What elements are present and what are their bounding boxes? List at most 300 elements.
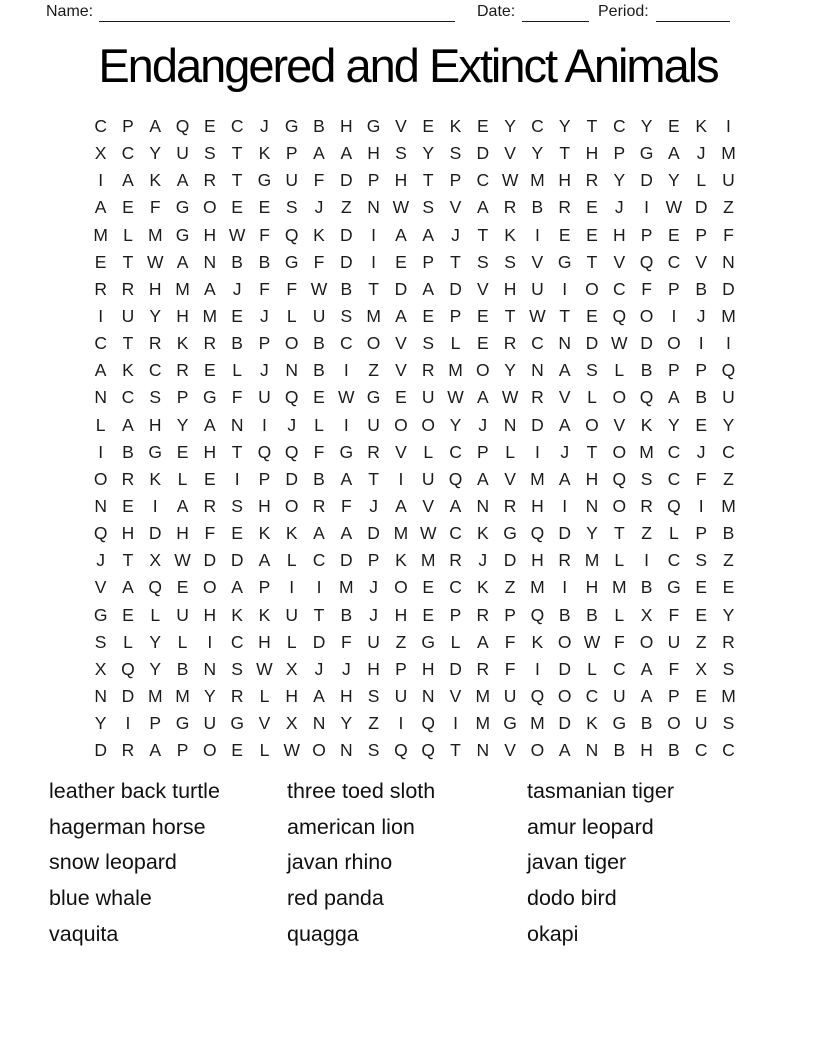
grid-letter: L: [177, 468, 188, 489]
grid-letter: Y: [149, 143, 162, 164]
grid-letter: B: [231, 333, 243, 354]
grid-letter: C: [667, 251, 681, 272]
grid-letter: R: [476, 604, 490, 625]
grid-letter: C: [121, 143, 135, 164]
grid-letter: I: [398, 468, 404, 489]
grid-letter: A: [313, 686, 325, 707]
grid-letter: F: [149, 197, 161, 218]
grid-letter: P: [395, 658, 407, 679]
grid-letter: D: [503, 550, 517, 571]
grid-letter: N: [94, 496, 107, 517]
grid-letter: X: [94, 143, 107, 164]
grid-letter: B: [231, 251, 243, 272]
grid-letter: M: [420, 550, 436, 571]
grid-letter: C: [476, 170, 490, 191]
grid-letter: Y: [203, 686, 216, 707]
grid-letter: I: [261, 414, 267, 435]
grid-letter: T: [313, 604, 325, 625]
grid-letter: G: [503, 523, 517, 544]
grid-letter: M: [448, 360, 463, 381]
grid-letter: R: [312, 496, 326, 517]
grid-letter: P: [449, 604, 462, 625]
grid-letter: V: [613, 251, 626, 272]
grid-letter: F: [313, 170, 325, 191]
grid-letter: F: [641, 278, 652, 299]
grid-letter: F: [668, 658, 680, 679]
grid-letter: G: [667, 577, 681, 598]
grid-letter: J: [314, 197, 324, 218]
grid-letter: G: [203, 387, 217, 408]
grid-letter: E: [176, 577, 189, 598]
grid-letter: I: [371, 224, 377, 245]
grid-letter: M: [530, 170, 545, 191]
grid-letter: S: [422, 333, 435, 354]
word-item: leather back turtle: [49, 779, 220, 803]
grid-letter: L: [286, 631, 297, 652]
grid-letter: B: [313, 360, 325, 381]
grid-letter: M: [530, 468, 545, 489]
grid-letter: G: [175, 197, 190, 218]
grid-letter: C: [667, 468, 681, 489]
grid-letter: D: [394, 278, 408, 299]
grid-letter: A: [340, 143, 353, 164]
grid-letter: J: [369, 577, 378, 598]
grid-letter: Y: [613, 170, 626, 191]
grid-letter: K: [395, 550, 407, 571]
grid-letter: F: [231, 387, 243, 408]
grid-letter: F: [668, 604, 680, 625]
grid-letter: V: [395, 441, 407, 462]
grid-letter: M: [339, 577, 354, 598]
grid-letter: U: [667, 631, 681, 652]
grid-letter: N: [340, 740, 353, 761]
grid-letter: R: [558, 197, 572, 218]
grid-letter: D: [121, 686, 135, 707]
grid-letter: L: [314, 414, 324, 435]
grid-letter: C: [612, 116, 626, 137]
grid-letter: J: [260, 116, 269, 137]
grid-letter: D: [449, 658, 462, 679]
grid-letter: J: [696, 306, 706, 327]
grid-letter: A: [340, 523, 353, 544]
grid-letter: O: [366, 333, 381, 354]
grid-letter: N: [558, 333, 572, 354]
grid-letter: R: [367, 441, 380, 462]
grid-letter: G: [93, 604, 108, 625]
grid-letter: H: [176, 523, 189, 544]
grid-letter: R: [121, 740, 135, 761]
grid-letter: M: [202, 306, 218, 327]
grid-letter: C: [612, 278, 626, 299]
grid-letter: T: [368, 278, 379, 299]
grid-letter: Q: [421, 740, 436, 761]
grid-letter: H: [285, 686, 299, 707]
grid-letter: O: [557, 631, 572, 652]
grid-letter: N: [285, 360, 299, 381]
grid-letter: W: [447, 387, 464, 408]
grid-letter: W: [501, 170, 519, 191]
grid-letter: O: [530, 740, 545, 761]
grid-letter: E: [395, 387, 407, 408]
grid-letter: D: [531, 414, 544, 435]
grid-letter: Z: [368, 713, 379, 734]
grid-letter: E: [722, 577, 735, 598]
grid-letter: Q: [284, 441, 299, 462]
grid-letter: S: [94, 631, 107, 652]
grid-letter: B: [722, 523, 735, 544]
grid-letter: G: [503, 713, 517, 734]
grid-letter: E: [258, 197, 271, 218]
grid-letter: D: [449, 278, 462, 299]
grid-letter: J: [260, 360, 269, 381]
grid-letter: U: [176, 604, 189, 625]
grid-letter: Q: [284, 387, 299, 408]
grid-letter: Y: [558, 116, 571, 137]
word-item: javan rhino: [287, 850, 393, 875]
grid-letter: Q: [448, 468, 463, 489]
grid-letter: S: [586, 360, 598, 381]
grid-letter: O: [557, 686, 572, 707]
grid-letter: R: [531, 387, 544, 408]
grid-letter: T: [122, 550, 134, 571]
grid-letter: I: [562, 496, 568, 517]
grid-letter: U: [421, 468, 435, 489]
grid-letter: J: [96, 550, 106, 571]
grid-letter: O: [667, 713, 681, 734]
grid-letter: C: [531, 333, 544, 354]
grid-letter: Q: [530, 604, 545, 625]
grid-letter: E: [476, 333, 489, 354]
grid-letter: A: [94, 197, 107, 218]
grid-letter: I: [316, 577, 322, 598]
grid-letter: O: [284, 333, 299, 354]
grid-letter: Z: [695, 631, 707, 652]
grid-letter: K: [476, 523, 489, 544]
grid-letter: O: [203, 740, 217, 761]
grid-letter: M: [530, 577, 545, 598]
grid-letter: O: [639, 631, 654, 652]
word-item: vaquita: [49, 921, 119, 946]
grid-letter: Y: [149, 658, 162, 679]
grid-letter: M: [721, 306, 736, 327]
grid-letter: D: [640, 333, 653, 354]
grid-letter: Y: [149, 631, 162, 652]
grid-letter: K: [504, 224, 516, 245]
grid-letter: A: [422, 224, 435, 245]
grid-letter: N: [476, 496, 490, 517]
grid-letter: U: [176, 143, 189, 164]
grid-letter: S: [722, 713, 735, 734]
grid-letter: Q: [421, 713, 436, 734]
name-blank-line: [99, 0, 455, 22]
grid-letter: L: [614, 360, 625, 381]
grid-letter: P: [176, 740, 189, 761]
grid-letter: D: [230, 550, 244, 571]
grid-letter: W: [174, 550, 191, 571]
grid-letter: V: [258, 713, 271, 734]
grid-letter: T: [231, 441, 243, 462]
grid-letter: A: [313, 523, 325, 544]
grid-letter: D: [340, 224, 353, 245]
word-item: red panda: [287, 886, 384, 911]
grid-letter: E: [395, 251, 407, 272]
grid-letter: Z: [340, 197, 352, 218]
grid-letter: F: [613, 631, 625, 652]
grid-letter: E: [94, 251, 107, 272]
grid-letter: Z: [395, 631, 407, 652]
grid-letter: U: [121, 306, 135, 327]
grid-letter: C: [612, 658, 626, 679]
grid-letter: X: [285, 713, 298, 734]
grid-letter: P: [449, 170, 462, 191]
word-item: three toed sloth: [287, 779, 436, 803]
grid-letter: O: [585, 414, 599, 435]
grid-letter: L: [614, 604, 625, 625]
grid-letter: F: [504, 631, 516, 652]
grid-letter: L: [95, 414, 106, 435]
grid-letter: K: [640, 414, 653, 435]
grid-letter: H: [203, 441, 217, 462]
grid-letter: M: [612, 577, 627, 598]
grid-letter: O: [394, 414, 408, 435]
grid-letter: H: [148, 278, 162, 299]
grid-letter: O: [203, 577, 217, 598]
word-list-column: [287, 774, 435, 952]
grid-letter: C: [94, 333, 107, 354]
grid-letter: G: [639, 143, 654, 164]
grid-letter: T: [422, 170, 434, 191]
grid-letter: U: [285, 170, 299, 191]
grid-letter: X: [94, 658, 107, 679]
grid-letter: P: [449, 306, 462, 327]
grid-letter: L: [259, 740, 270, 761]
grid-letter: K: [149, 468, 162, 489]
grid-letter: I: [698, 496, 704, 517]
grid-letter: J: [232, 278, 242, 299]
grid-letter: Z: [723, 550, 734, 571]
grid-letter: E: [176, 441, 189, 462]
grid-letter: R: [421, 360, 435, 381]
grid-letter: Y: [531, 143, 544, 164]
grid-letter: V: [94, 577, 107, 598]
grid-letter: C: [694, 740, 708, 761]
grid-letter: B: [640, 577, 653, 598]
grid-letter: X: [149, 550, 162, 571]
grid-letter: B: [258, 251, 271, 272]
grid-letter: H: [340, 686, 353, 707]
grid-letter: I: [534, 658, 540, 679]
grid-letter: K: [285, 523, 298, 544]
grid-letter: A: [149, 740, 162, 761]
grid-letter: W: [529, 306, 546, 327]
grid-letter: U: [531, 278, 544, 299]
grid-letter: P: [476, 441, 489, 462]
grid-letter: E: [422, 116, 435, 137]
grid-letter: E: [422, 306, 435, 327]
grid-letter: H: [340, 116, 353, 137]
period-blank-line: [656, 0, 730, 22]
grid-letter: M: [393, 523, 409, 544]
grid-letter: M: [584, 550, 600, 571]
grid-letter: A: [313, 143, 325, 164]
grid-letter: D: [94, 740, 107, 761]
grid-letter: G: [284, 116, 299, 137]
grid-letter: J: [369, 496, 378, 517]
grid-letter: L: [286, 306, 297, 327]
grid-letter: A: [122, 414, 134, 435]
grid-letter: I: [98, 170, 104, 191]
grid-letter: C: [585, 686, 599, 707]
grid-letter: Q: [284, 224, 299, 245]
grid-letter: E: [313, 387, 325, 408]
grid-letter: T: [122, 333, 134, 354]
grid-letter: B: [176, 658, 189, 679]
grid-letter: Q: [175, 116, 190, 137]
grid-letter: D: [312, 631, 326, 652]
grid-letter: P: [695, 523, 708, 544]
grid-letter: H: [421, 658, 435, 679]
grid-letter: L: [232, 360, 242, 381]
grid-letter: E: [422, 604, 435, 625]
grid-letter: R: [203, 170, 217, 191]
grid-letter: N: [367, 197, 380, 218]
grid-letter: E: [695, 604, 708, 625]
grid-letter: X: [695, 658, 708, 679]
grid-letter: S: [722, 658, 735, 679]
word-item: quagga: [287, 921, 359, 946]
grid-letter: F: [259, 278, 270, 299]
period-label: Period:: [598, 3, 649, 20]
grid-letter: E: [586, 197, 598, 218]
grid-letter: U: [722, 387, 735, 408]
grid-letter: P: [367, 550, 380, 571]
grid-letter: L: [696, 170, 707, 191]
grid-letter: G: [230, 713, 244, 734]
grid-letter: C: [722, 441, 735, 462]
grid-letter: X: [285, 658, 298, 679]
grid-letter: Y: [640, 116, 653, 137]
grid-letter: T: [586, 441, 598, 462]
word-item: american lion: [287, 814, 415, 839]
grid-letter: Q: [667, 496, 681, 517]
date-blank-line: [522, 0, 589, 22]
grid-letter: B: [640, 713, 653, 734]
grid-letter: Q: [639, 387, 654, 408]
grid-letter: H: [558, 170, 572, 191]
grid-letter: Y: [149, 306, 162, 327]
grid-letter: L: [259, 686, 270, 707]
page-title: Endangered and Extinct Animals: [98, 39, 718, 92]
grid-letter: R: [203, 496, 217, 517]
grid-letter: I: [726, 333, 731, 354]
grid-letter: T: [559, 143, 571, 164]
grid-letter: A: [476, 387, 489, 408]
grid-letter: W: [146, 251, 164, 272]
grid-letter: Y: [449, 414, 462, 435]
grid-letter: J: [696, 441, 706, 462]
grid-letter: Q: [530, 686, 545, 707]
grid-letter: V: [395, 333, 407, 354]
word-item: snow leopard: [49, 850, 177, 875]
grid-letter: T: [231, 143, 243, 164]
grid-letter: Q: [530, 523, 545, 544]
grid-letter: T: [368, 468, 379, 489]
grid-letter: E: [422, 577, 435, 598]
grid-letter: P: [367, 170, 380, 191]
grid-letter: B: [640, 360, 653, 381]
grid-letter: I: [98, 306, 104, 327]
grid-letter: Q: [721, 360, 736, 381]
grid-letter: O: [667, 333, 681, 354]
grid-letter: L: [123, 224, 133, 245]
grid-letter: P: [640, 224, 653, 245]
grid-letter: H: [612, 224, 626, 245]
grid-letter: P: [122, 116, 134, 137]
grid-letter: F: [723, 224, 734, 245]
grid-letter: D: [340, 550, 353, 571]
grid-letter: C: [230, 631, 244, 652]
grid-letter: J: [287, 414, 297, 435]
grid-letter: E: [231, 523, 243, 544]
grid-letter: O: [203, 197, 217, 218]
grid-letter: M: [147, 686, 163, 707]
grid-letter: B: [695, 278, 708, 299]
grid-letter: I: [125, 713, 131, 734]
grid-letter: A: [558, 414, 571, 435]
grid-letter: S: [695, 550, 708, 571]
grid-letter: V: [695, 251, 708, 272]
grid-letter: L: [505, 441, 515, 462]
grid-letter: N: [94, 387, 107, 408]
grid-letter: A: [395, 306, 407, 327]
grid-letter: A: [149, 116, 162, 137]
grid-letter: T: [586, 116, 598, 137]
grid-letter: E: [558, 224, 571, 245]
grid-letter: B: [340, 604, 353, 625]
grid-letter: P: [668, 360, 680, 381]
grid-letter: K: [449, 116, 462, 137]
word-item: blue whale: [49, 886, 152, 911]
grid-letter: L: [669, 523, 679, 544]
grid-letter: E: [122, 604, 134, 625]
grid-letter: A: [395, 496, 407, 517]
grid-letter: J: [478, 414, 488, 435]
grid-letter: H: [640, 740, 653, 761]
grid-letter: K: [258, 523, 271, 544]
grid-letter: P: [258, 333, 271, 354]
grid-letter: E: [668, 224, 680, 245]
grid-letter: Z: [641, 523, 652, 544]
grid-letter: W: [338, 387, 355, 408]
grid-letter: I: [343, 414, 349, 435]
grid-letter: A: [668, 387, 680, 408]
grid-letter: H: [531, 496, 544, 517]
grid-letter: E: [695, 414, 708, 435]
grid-letter: M: [639, 441, 654, 462]
grid-letter: J: [341, 658, 351, 679]
grid-letter: S: [231, 496, 243, 517]
grid-letter: H: [203, 604, 217, 625]
grid-letter: K: [258, 604, 271, 625]
grid-letter: G: [148, 441, 163, 462]
grid-letter: K: [258, 143, 271, 164]
grid-letter: K: [122, 360, 134, 381]
grid-letter: E: [231, 197, 243, 218]
grid-letter: D: [340, 170, 353, 191]
grid-letter: G: [421, 631, 436, 652]
grid-letter: T: [613, 523, 625, 544]
grid-letter: V: [422, 496, 435, 517]
